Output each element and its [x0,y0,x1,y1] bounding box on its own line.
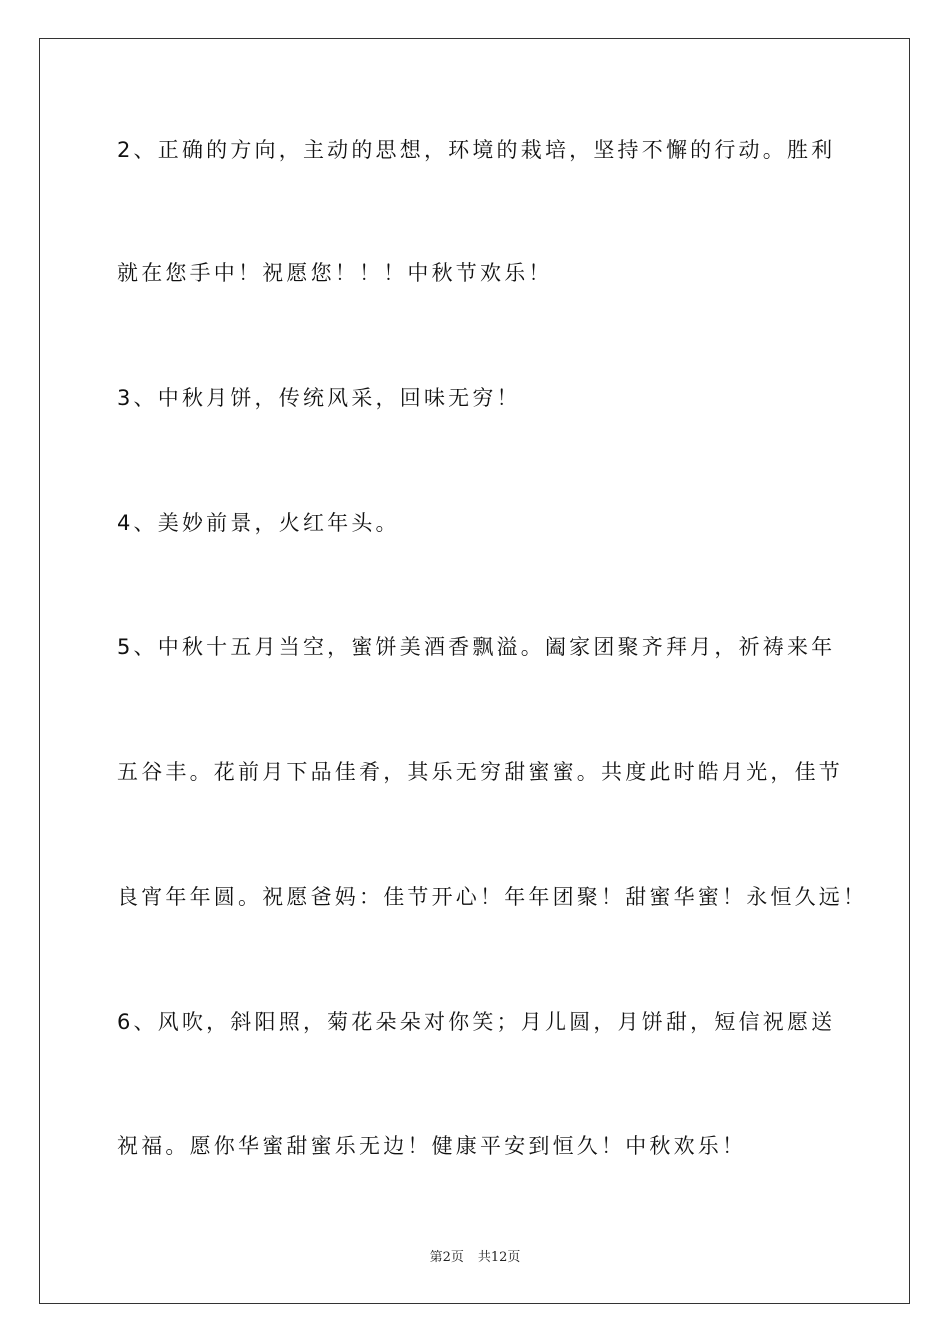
total-pages: 共12页 [477,1250,521,1265]
text-line-1: 2、正确的方向，主动的思想，环境的栽培，坚持不懈的行动。胜利 [117,138,836,162]
text-line-6: 五谷丰。花前月下品佳肴，其乐无穷甜蜜蜜。共度此时皓月光，佳节 [117,760,843,784]
text-line-2: 就在您手中！祝愿您！！！中秋节欢乐！ [117,261,553,285]
text-line-5: 5、中秋十五月当空，蜜饼美酒香飘溢。阖家团聚齐拜月，祈祷来年 [117,635,836,659]
text-line-9: 祝福。愿你华蜜甜蜜乐无边！健康平安到恒久！中秋欢乐！ [117,1134,747,1158]
text-line-3: 3、中秋月饼，传统风采，回味无穷！ [117,386,521,410]
text-line-4: 4、美妙前景，火红年头。 [117,511,400,535]
text-line-8: 6、风吹，斜阳照，菊花朵朵对你笑；月儿圆，月饼甜，短信祝愿送 [117,1010,836,1034]
text-line-7: 良宵年年圆。祝愿爸妈：佳节开心！年年团聚！甜蜜华蜜！永恒久远！ [117,885,868,909]
page-number: 第2页 [429,1250,464,1265]
page-footer [0,1246,950,1265]
page-border [39,38,910,1304]
